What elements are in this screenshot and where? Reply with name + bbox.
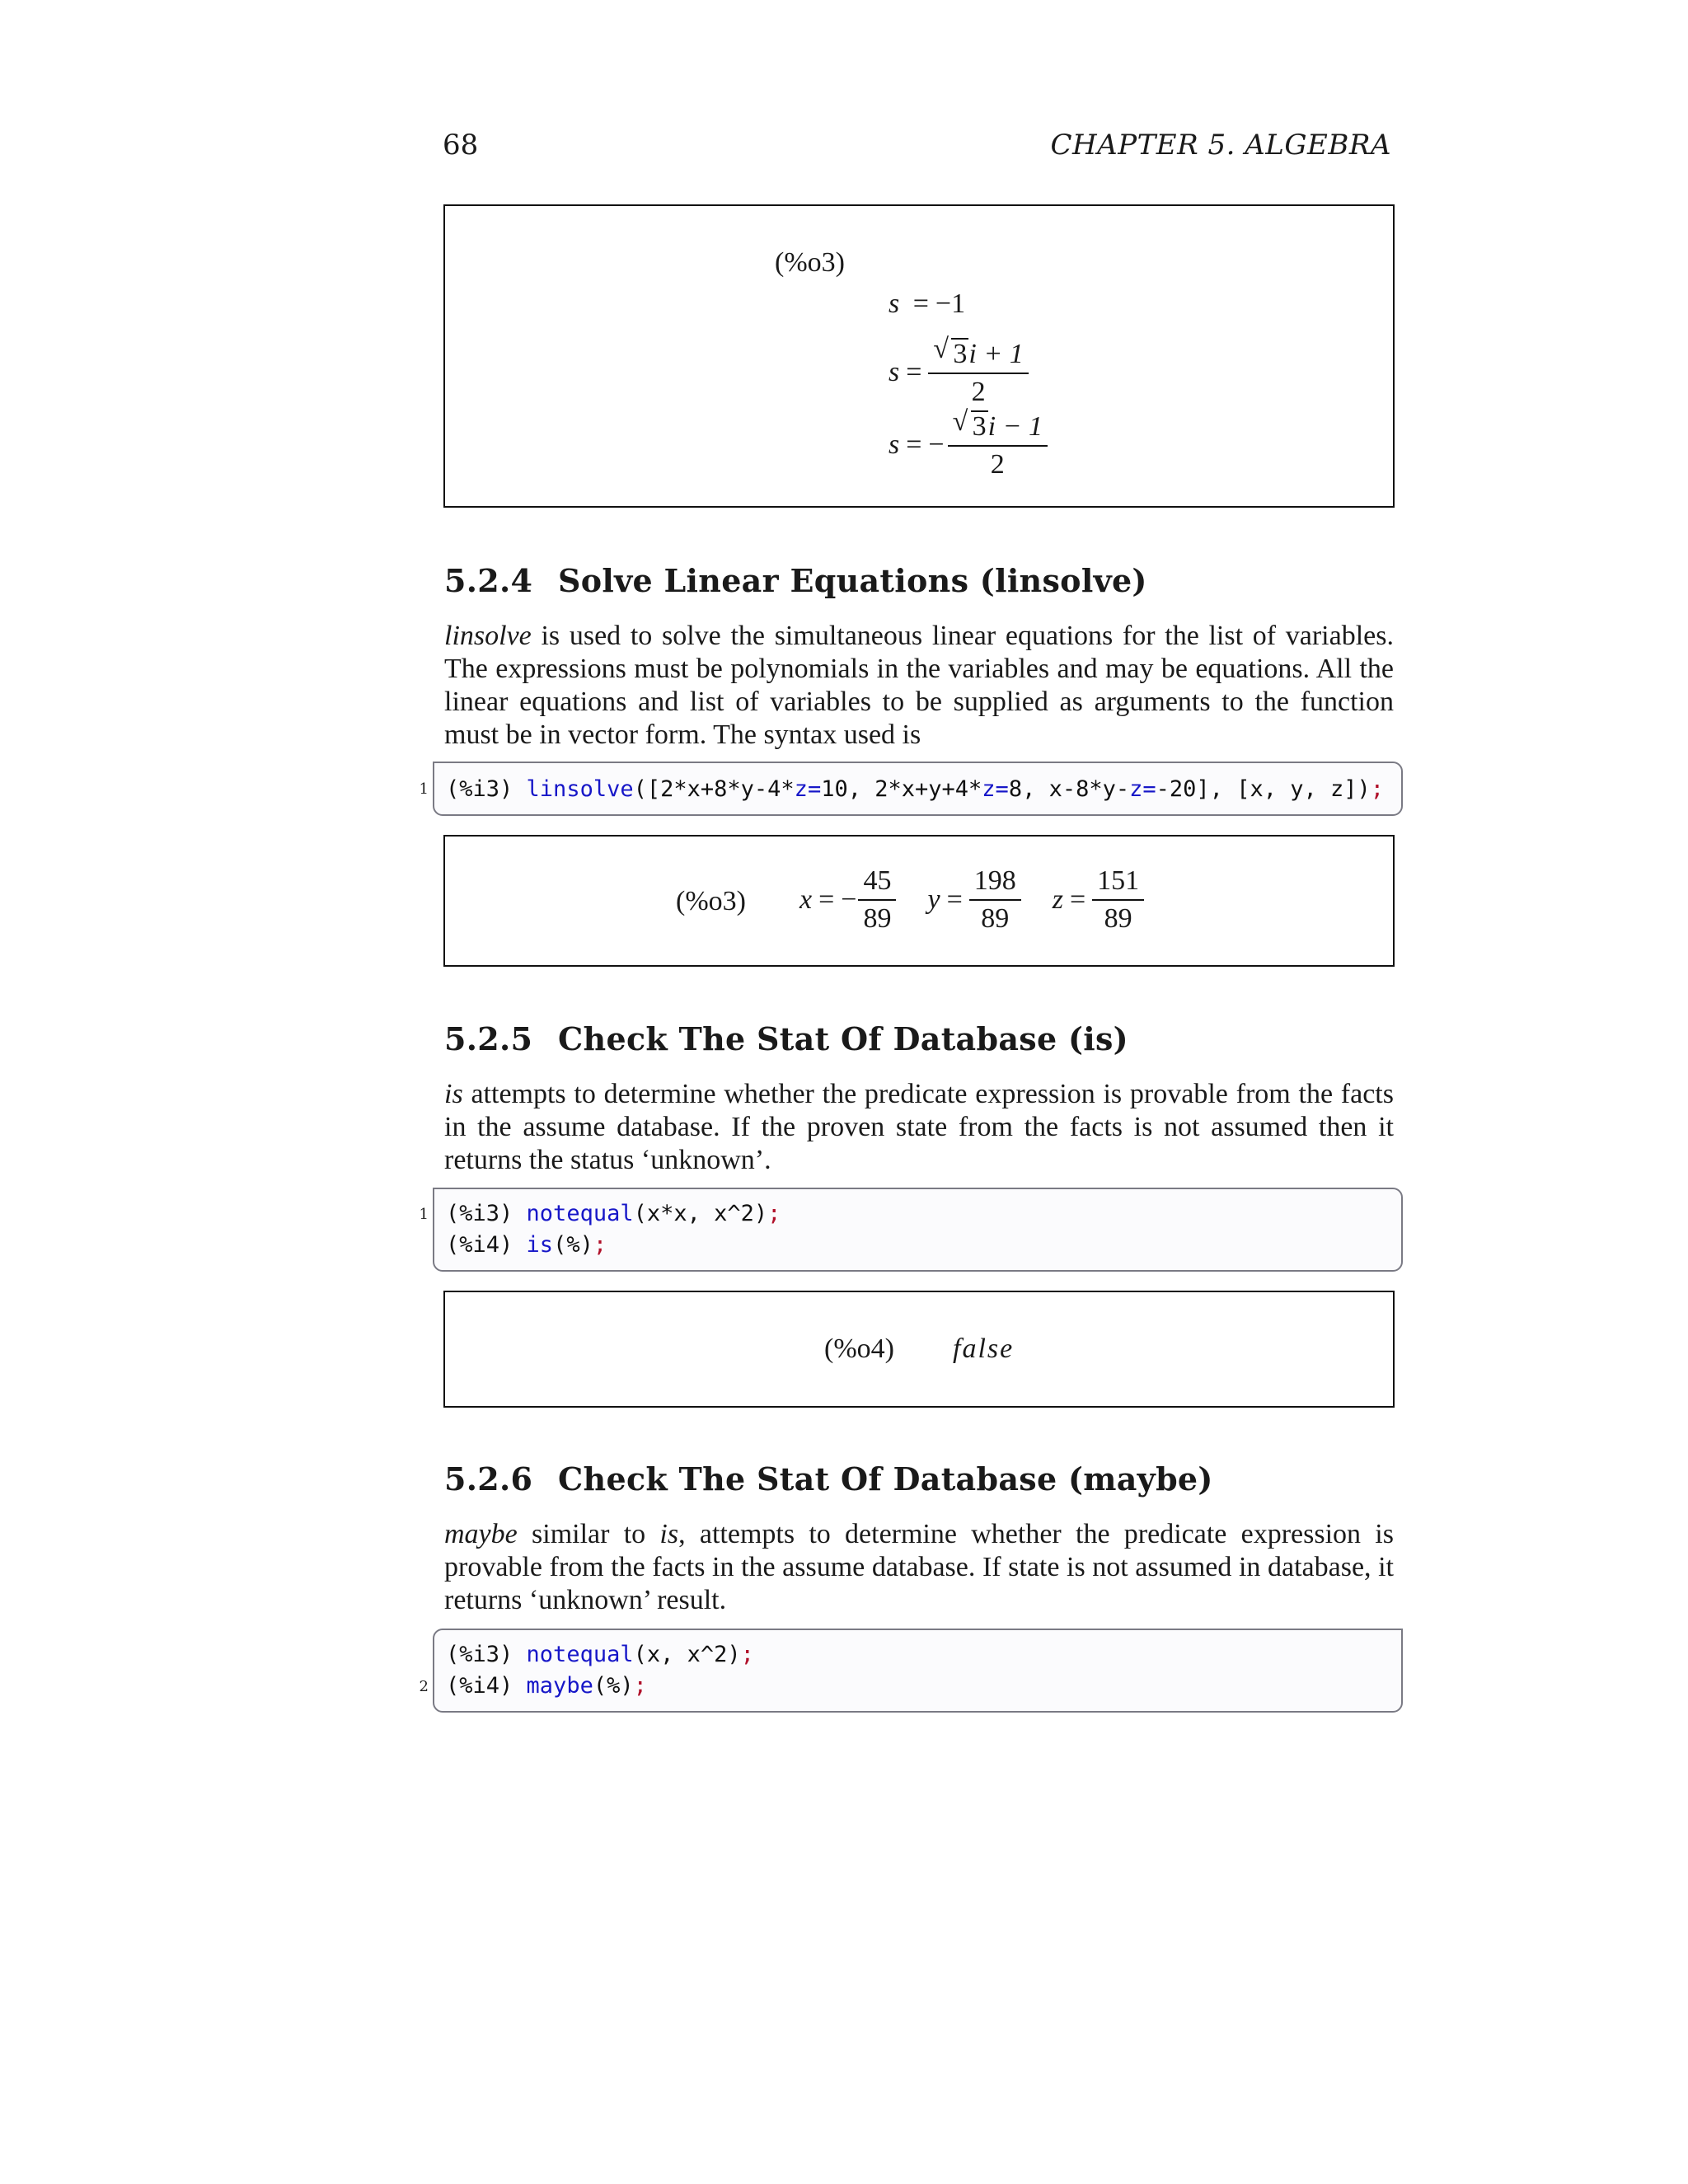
page-number: 68	[443, 129, 479, 162]
line-number: 1	[419, 780, 429, 798]
code-listing-maybe[interactable]	[433, 1629, 1403, 1713]
term-linsolve: linsolve	[444, 621, 532, 651]
paragraph-maybe	[444, 1518, 1394, 1617]
section-heading-5-2-4	[444, 562, 1147, 599]
root-numerator: i − 1	[987, 411, 1043, 442]
paragraph-text: similar to	[517, 1519, 660, 1549]
output-label: (%o4)	[824, 1333, 894, 1364]
section-number: 5.2.5	[444, 1020, 533, 1057]
section-title: Solve Linear Equations (linsolve)	[558, 562, 1147, 599]
paragraph-linsolve	[444, 620, 1394, 752]
root-line-2	[889, 334, 1029, 407]
root-value: −1	[935, 288, 966, 319]
sqrt-symbol: √ 3	[933, 334, 968, 369]
code-line: (%i3) notequal(x*x, x^2);	[446, 1201, 781, 1226]
section-title: Check The Stat Of Database (is)	[558, 1020, 1128, 1057]
output-label: (%o3)	[676, 886, 746, 916]
code-function: is	[526, 1232, 554, 1258]
solution-fraction-y: $\frac{198}{89}$	[969, 866, 1021, 933]
code-listing-linsolve[interactable]	[433, 762, 1403, 816]
root-denominator: 2	[990, 448, 1005, 480]
solution-fraction-x: $\frac{45}{89}$	[858, 866, 896, 933]
root-lhs: s	[889, 288, 900, 319]
line-number: 1	[419, 1206, 429, 1223]
code-function: notequal	[526, 1201, 634, 1226]
paragraph-text: is used to solve the simultaneous linear equations for the list of variables. The expressions must be polynomials in the variables and may be equations. All the linear equations and list of variables to be supplied as arguments to the function must be in vector form. The syntax used is	[444, 621, 1394, 750]
solution-fraction-z: $\frac{151}{89}$	[1092, 866, 1144, 933]
root-fraction	[928, 334, 1028, 407]
root-rel: =	[906, 356, 922, 387]
section-heading-5-2-5	[444, 1020, 1128, 1057]
output-label: (%o3)	[775, 247, 845, 278]
output-box-o3-roots	[443, 204, 1395, 508]
root-lhs: s	[889, 356, 900, 387]
output-box-linsolve	[443, 835, 1395, 967]
term-maybe: maybe	[444, 1519, 518, 1549]
root-line-3	[889, 406, 1048, 480]
sqrt-symbol: √ 3	[952, 406, 987, 442]
chapter-title: CHAPTER 5. ALGEBRA	[1050, 129, 1391, 162]
solution-var-x: x	[799, 883, 813, 915]
paragraph-is	[444, 1078, 1394, 1177]
root-fraction	[948, 406, 1048, 480]
root-denominator: 2	[971, 376, 986, 407]
code-function: maybe	[526, 1673, 593, 1699]
paragraph-text: attempts to determine whether the predicate expression is provable from the facts in the assume database. If the proven state from the facts is not assumed then it returns the status ‘unknown’.	[444, 1079, 1394, 1175]
term-is: is	[659, 1519, 679, 1549]
code-function: notequal	[526, 1642, 634, 1667]
section-heading-5-2-6	[444, 1460, 1213, 1497]
code-line: (%i4) maybe(%);	[446, 1673, 647, 1699]
section-number: 5.2.6	[444, 1460, 533, 1497]
code-line: (%i3) linsolve([2*x+8*y-4*z=10, 2*x+y+4*z=8, x-8*y-z=-20], [x, y, z]);	[446, 776, 1385, 802]
line-number: 2	[419, 1678, 429, 1695]
solution-var-y: y	[927, 883, 940, 915]
paragraph-text: , attempts to determine whether the predicate expression is provable from the facts in the assume database. If state is not assumed in database, it returns ‘unknown’ result.	[444, 1519, 1394, 1615]
root-numerator: i + 1	[968, 339, 1024, 369]
term-is: is	[444, 1079, 463, 1109]
output-box-is	[443, 1291, 1395, 1408]
solution-list: x = − $\frac{45}{89}$ y = $\frac{198}{89}$ z = $\frac{151}{89}$	[799, 866, 1144, 933]
section-number: 5.2.4	[444, 562, 533, 599]
output-value: false	[953, 1333, 1015, 1364]
code-line: (%i4) is(%);	[446, 1232, 607, 1258]
code-function: linsolve	[526, 776, 634, 802]
root-rel: =	[912, 288, 929, 319]
root-line-1	[889, 288, 965, 320]
code-line: (%i3) notequal(x, x^2);	[446, 1642, 754, 1667]
root-sign: −	[928, 429, 945, 460]
section-title: Check The Stat Of Database (maybe)	[558, 1460, 1213, 1497]
code-listing-is[interactable]	[433, 1188, 1403, 1272]
root-lhs: s	[889, 429, 900, 460]
solution-var-z: z	[1052, 883, 1063, 915]
root-rel: =	[906, 429, 922, 460]
